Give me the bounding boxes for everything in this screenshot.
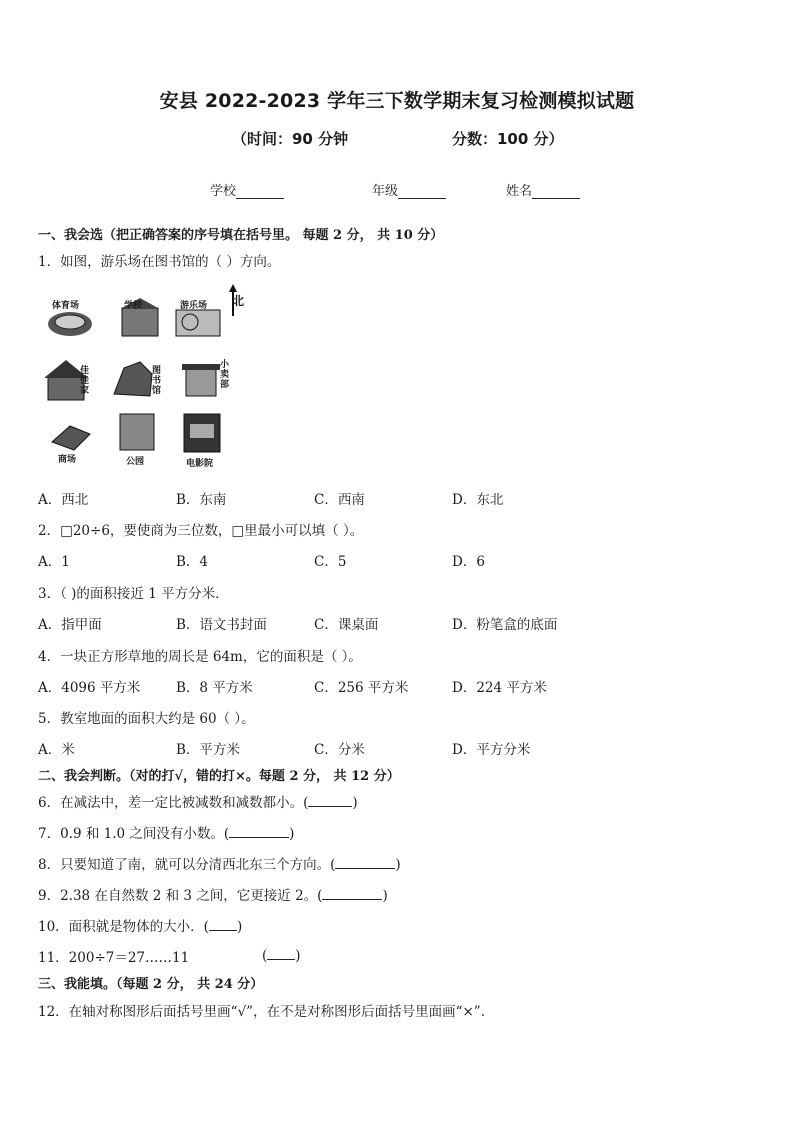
- q1-option-b[interactable]: B．东南: [176, 492, 227, 508]
- q7-answer-blank[interactable]: [229, 824, 289, 838]
- q5-option-c[interactable]: C．分米: [314, 742, 365, 758]
- q6-answer-blank[interactable]: [308, 793, 352, 807]
- map-label-home: 佳佳家: [80, 366, 90, 396]
- map-label-mall: 商场: [58, 455, 77, 465]
- q7-close-paren: ): [289, 826, 295, 842]
- question-6-text: 6．在减法中，差一定比被减数和减数都小。(: [38, 795, 309, 811]
- section-3-heading: 三、我能填。（每题 2 分， 共 24 分）: [38, 977, 264, 992]
- exam-title: 安县 2022-2023 学年三下数学期末复习检测模拟试题: [159, 90, 635, 112]
- section-1-heading: 一、我会选（把正确答案的序号填在括号里。 每题 2 分， 共 10 分）: [38, 228, 444, 243]
- q8-answer-blank[interactable]: [335, 855, 395, 869]
- question-11: 11．200÷7＝27……11: [38, 950, 190, 966]
- q3-option-b[interactable]: B．语文书封面: [176, 617, 267, 633]
- question-6: [38, 791, 358, 811]
- q8-close-paren: ): [395, 857, 401, 873]
- question-3: 3．（ )的面积接近 1 平方分米．: [38, 586, 229, 602]
- school-label: 学校: [210, 184, 237, 199]
- question-10: [38, 915, 242, 935]
- q1-option-d[interactable]: D．东北: [452, 492, 504, 508]
- question-4: 4．一块正方形草地的周长是 64m，它的面积是（ ）。: [38, 649, 362, 665]
- q4-option-c[interactable]: C．256 平方米: [314, 680, 409, 696]
- grade-label: 年级: [372, 184, 399, 199]
- question-8: [38, 853, 401, 873]
- map-label-shop: 小卖部: [220, 360, 230, 390]
- map-label-amusement-park: 游乐场: [180, 301, 208, 311]
- question-9: [38, 884, 388, 904]
- q2-option-b[interactable]: B．4: [176, 554, 209, 570]
- question-5: 5．教室地面的面积大约是 60（ ）。: [38, 711, 255, 727]
- name-field[interactable]: [506, 180, 580, 199]
- exam-time: （时间：90 分钟: [232, 130, 349, 148]
- question-10-text: 10．面积就是物体的大小．(: [38, 919, 209, 935]
- question-8-text: 8．只要知道了南，就可以分清西北东三个方向。(: [38, 857, 336, 873]
- question-1: 1．如图，游乐场在图书馆的（ ）方向。: [38, 254, 281, 270]
- q1-option-a[interactable]: A．西北: [38, 492, 89, 508]
- q9-close-paren: ): [382, 888, 388, 904]
- map-label-stadium: 体育场: [52, 301, 80, 311]
- school-field[interactable]: [210, 180, 284, 199]
- school-blank[interactable]: [236, 184, 284, 199]
- q9-answer-blank[interactable]: [322, 886, 382, 900]
- q2-option-d[interactable]: D．6: [452, 554, 485, 570]
- question-11-answer: [262, 946, 301, 964]
- q11-close-paren: ): [295, 948, 301, 964]
- q10-close-paren: ): [236, 919, 243, 935]
- q4-option-b[interactable]: B．8 平方米: [176, 680, 253, 696]
- q3-option-d[interactable]: D．粉笔盒的底面: [452, 617, 558, 633]
- q10-answer-blank[interactable]: [209, 917, 237, 931]
- direction-map: [40, 284, 260, 470]
- question-7: [38, 822, 294, 842]
- q5-option-d[interactable]: D．平方分米: [452, 742, 531, 758]
- q11-answer-blank[interactable]: [267, 946, 295, 960]
- question-12: 12．在轴对称图形后面括号里画“√”，在不是对称图形后面括号里面画“×”.: [38, 1004, 485, 1020]
- q5-option-a[interactable]: A．米: [38, 742, 75, 758]
- question-2: 2．□20÷6，要使商为三位数，□里最小可以填（ ）。: [38, 523, 364, 539]
- q3-option-a[interactable]: A．指甲面: [38, 617, 102, 633]
- grade-blank[interactable]: [398, 184, 446, 199]
- grade-field[interactable]: [372, 180, 446, 199]
- q2-option-c[interactable]: C．5: [314, 554, 347, 570]
- north-label: 北: [232, 294, 245, 308]
- map-label-library: 图书馆: [152, 366, 162, 396]
- q6-close-paren: ): [352, 795, 358, 811]
- q4-option-a[interactable]: A．4096 平方米: [38, 680, 141, 696]
- q1-option-c[interactable]: C．西南: [314, 492, 365, 508]
- map-label-cinema: 电影院: [186, 459, 214, 469]
- map-label-school: 学校: [124, 301, 143, 311]
- q11-open-paren: (: [262, 948, 268, 964]
- question-7-text: 7．0.9 和 1.0 之间没有小数。(: [38, 826, 230, 842]
- question-9-text: 9．2.38 在自然数 2 和 3 之间，它更接近 2。(: [38, 888, 323, 904]
- q4-option-d[interactable]: D．224 平方米: [452, 680, 547, 696]
- name-label: 姓名: [506, 184, 533, 199]
- name-blank[interactable]: [532, 184, 580, 199]
- q5-option-b[interactable]: B．平方米: [176, 742, 240, 758]
- exam-score: 分数：100 分）: [452, 130, 564, 148]
- q2-option-a[interactable]: A．1: [38, 554, 70, 570]
- section-2-heading: 二、我会判断。（对的打√，错的打×。每题 2 分， 共 12 分）: [38, 769, 400, 784]
- map-label-park: 公园: [126, 457, 145, 467]
- q3-option-c[interactable]: C．课桌面: [314, 617, 379, 633]
